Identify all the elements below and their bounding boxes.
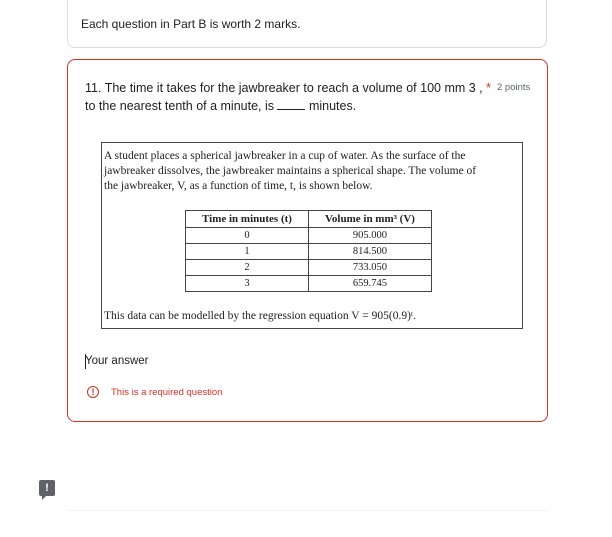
- table-row: [186, 244, 432, 260]
- section-description-card: [67, 0, 547, 48]
- table-cell: 659.745: [308, 276, 431, 292]
- question-card: [67, 59, 548, 422]
- table-cell: 3: [186, 276, 309, 292]
- table-row: [186, 228, 432, 244]
- problem-line: jawbreaker dissolves, the jawbreaker maintains a spherical shape. The volume of: [104, 165, 477, 177]
- validation-error: [87, 386, 222, 398]
- question-title-suffix: minutes.: [305, 99, 357, 113]
- table-cell: 905.000: [308, 228, 431, 244]
- error-icon: !: [87, 386, 99, 398]
- data-table: [185, 210, 432, 292]
- table-header-time: Time in minutes (t): [186, 211, 309, 228]
- question-image: [101, 142, 523, 329]
- question-title-text: 11. The time it takes for the jawbreaker to reach a volume of 100 mm 3 , to the nearest tenth of a minute, is: [85, 81, 483, 113]
- points-label: 2 points: [497, 82, 531, 93]
- answer-input[interactable]: Your answer: [85, 355, 149, 367]
- table-cell: 0: [186, 228, 309, 244]
- table-cell: 814.500: [308, 244, 431, 260]
- table-cell: 1: [186, 244, 309, 260]
- divider: [67, 510, 548, 511]
- table-row: [186, 260, 432, 276]
- table-cell: 733.050: [308, 260, 431, 276]
- required-asterisk: *: [486, 80, 492, 95]
- table-row: [186, 276, 432, 292]
- error-message: This is a required question: [111, 386, 223, 398]
- answer-blank: [277, 98, 305, 110]
- section-description: Each question in Part B is worth 2 marks.: [81, 17, 301, 31]
- regression-equation: This data can be modelled by the regression equation V = 905(0.9)ᵗ.: [104, 310, 416, 322]
- problem-paragraph: [104, 149, 517, 194]
- question-title: [85, 79, 485, 115]
- problem-line: the jawbreaker, V, as a function of time, t, is shown below.: [104, 180, 373, 192]
- report-feedback-icon[interactable]: !: [39, 480, 55, 496]
- problem-line: A student places a spherical jawbreaker in a cup of water. As the surface of the: [104, 150, 466, 162]
- table-header-volume: Volume in mm³ (V): [308, 211, 431, 228]
- table-cell: 2: [186, 260, 309, 276]
- table-header-row: [186, 211, 432, 228]
